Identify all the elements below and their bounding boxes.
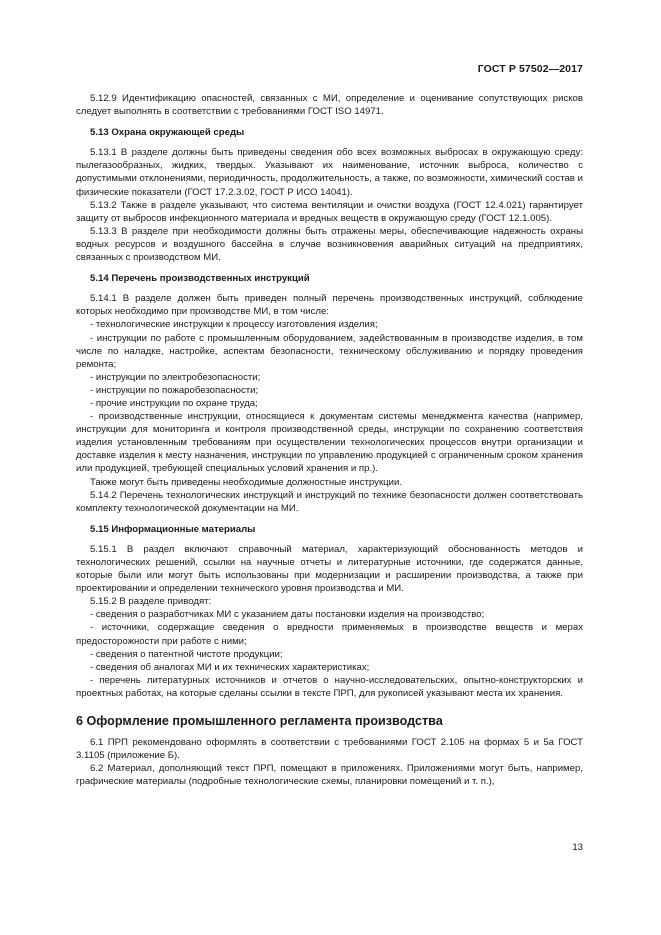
paragraph: 6.2 Материал, дополняющий текст ПРП, помещают в приложениях. Приложениями могут быть, например, графические материалы (подробные технологические схемы, планировки помещений и т. п.), xyxy=(76,763,583,788)
paragraph: 5.13.1 В разделе должны быть приведены сведения обо всех возможных выбросах в окружающую среду: пылегазообразных, жидких, твердых. Указывают их наименование, источник выброса, количество с допустимыми отклонениями, периодичность, продолжительность, а также, по возможности, химический состав и физические показатели (ГОСТ 17.2.3.02, ГОСТ Р ИСО 14041). xyxy=(76,147,583,198)
list-item: - источники, содержащие сведения о вредности применяемых в производстве веществ и мерах предосторожности при работе с ними; xyxy=(76,622,583,647)
paragraph: 5.13.2 Также в разделе указывают, что система вентиляции и очистки воздуха (ГОСТ 12.4.021) гарантирует защиту от выбросов инфекционного материала и вредных веществ в окружающую среду (ГОСТ 12.1.005). xyxy=(76,199,583,224)
paragraph: 5.14.1 В разделе должен быть приведен полный перечень производственных инструкций, соблюдение которых необходимо при производстве МИ, в том числе: xyxy=(76,293,583,318)
list-item: - сведения о патентной чистоте продукции; xyxy=(90,648,283,660)
document-code: ГОСТ Р 57502—2017 xyxy=(477,63,583,75)
list-item: - сведения о разработчиках МИ с указанием даты постановки изделия на производство; xyxy=(90,609,485,621)
paragraph: 5.13.3 В разделе при необходимости должны быть отражены меры, обеспечивающие надежность охраны водных ресурсов и воздушного бассейна в случае возникновения аварийных ситуаций на предприятиях, связанных с производством МИ. xyxy=(76,225,583,264)
paragraph: 5.15.1 В раздел включают справочный материал, характеризующий обоснованность методов и технологических решений, ссылки на научные отчеты и литературные источники, где содержатся данные, которые были или могут быть использованы при модернизации и расширении производства, а также при проектировании и определении технического уровня производства и МИ. xyxy=(76,543,583,595)
paragraph: 5.14.2 Перечень технологических инструкций и инструкций по технике безопасности должен соответствовать комплекту технологической документации на МИ. xyxy=(76,489,583,514)
paragraph: Также могут быть приведены необходимые должностные инструкции. xyxy=(90,476,403,488)
section-heading: 5.14 Перечень производственных инструкций xyxy=(90,273,310,285)
page-number: 13 xyxy=(572,842,583,853)
list-item: - производственные инструкции, относящиеся к документам системы менеджмента качества (например, инструкции для мониторинга и контроля производственной среды, инструкции по сохранению соответствия изделия установленным требованиям при осуществлении технологических процессов внутри организации и доставке изделия к месту назначения, инструкции по управлению продукцией с ограниченным сроком хранения или продукцией, требующей специальных условий хранения и пр.). xyxy=(76,411,583,475)
list-item: - инструкции по электробезопасности; xyxy=(90,371,261,383)
document-body xyxy=(76,92,583,788)
list-item: - перечень литературных источников и отчетов о научно-исследовательских, опытно-конструкторских и проектных работах, на которые сделаны ссылки в тексте ПРП, для рукописей указывают места их хранения. xyxy=(76,674,583,699)
chapter-heading: 6 Оформление промышленного регламента производства xyxy=(76,714,443,729)
paragraph: 6.1 ПРП рекомендовано оформлять в соответствии с требованиями ГОСТ 2.105 на формах 5 и 5а ГОСТ 3.1105 (приложение Б). xyxy=(76,737,583,762)
list-item: - технологические инструкции к процессу изготовления изделия; xyxy=(90,319,378,331)
paragraph: 5.15.2 В разделе приводят: xyxy=(90,596,212,608)
section-heading: 5.13 Охрана окружающей среды xyxy=(90,127,245,139)
list-item: - инструкции по пожаробезопасности; xyxy=(90,384,259,396)
list-item: - сведения об аналогах МИ и их технических характеристиках; xyxy=(90,661,370,673)
paragraph: 5.12.9 Идентификацию опасностей, связанных с МИ, определение и оценивание сопутствующих рисков следует выполнять в соответствии с требованиями ГОСТ ISO 14971. xyxy=(76,93,583,118)
list-item: - прочие инструкции по охране труда; xyxy=(90,397,258,409)
list-item: - инструкции по работе с промышленным оборудованием, задействованным в производстве изделия, в том числе по наладке, настройке, аспектам безопасности, техническому обслуживанию и порядку проведения ремонта; xyxy=(76,332,583,370)
section-heading: 5.15 Информационные материалы xyxy=(90,523,256,535)
